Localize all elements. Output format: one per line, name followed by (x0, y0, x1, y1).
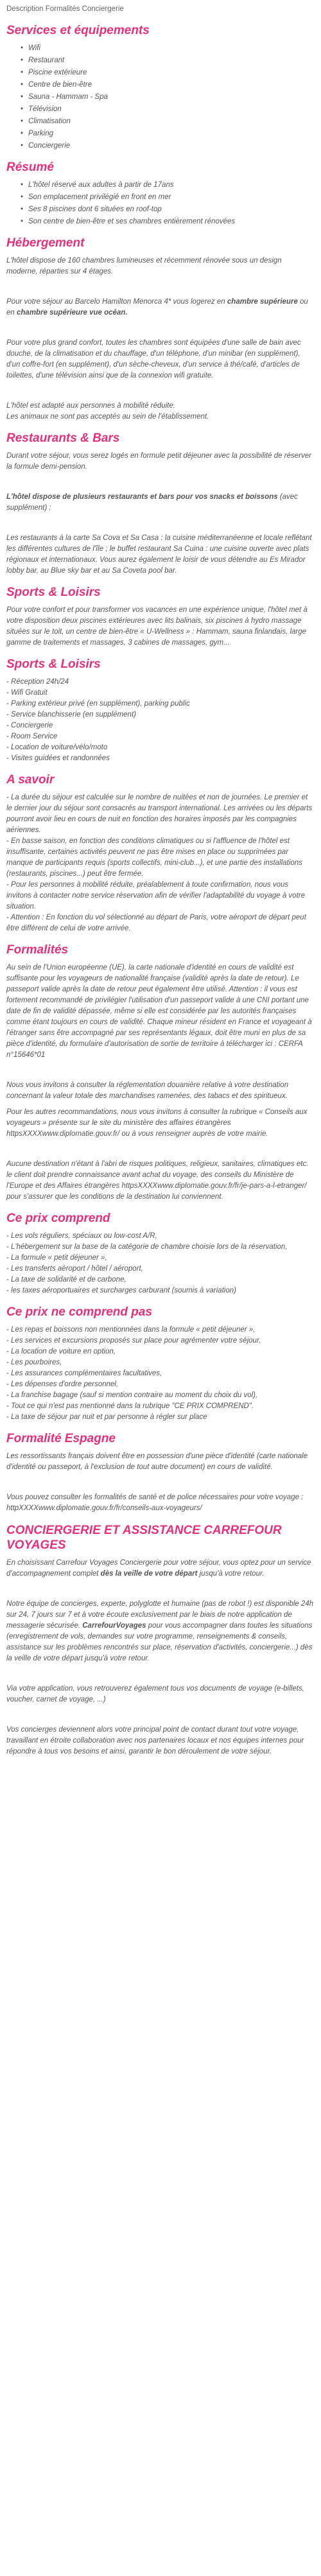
hebergement-rooms: Pour votre séjour au Barcelo Hamilton Menorca 4* vous logerez en chambre supérieure ou en chambre supérieure vue océan. (6, 298, 308, 317)
list-item: • Sauna - Hammam - Spa (28, 92, 315, 103)
services-lines (6, 677, 315, 764)
list-item: - Les dépenses d'ordre personnel, (6, 1380, 119, 1388)
list-item: - Attention : En fonction du vol sélectionné au départ de Paris, votre aéroport de départ peut être différent de celui de votre arrivée. (6, 914, 306, 932)
list-item: • Télévision (28, 104, 315, 115)
hebergement-intro: L'hôtel dispose de 160 chambres lumineuses et récemment rénovée sous un design moderne, réparties sur 4 étages. (6, 257, 282, 275)
conciergerie-contact: Vos concierges deviennent alors votre principal point de contact durant tout votre voyage, travaillant en étroite collaboration avec nos partenaires locaux et nos équipes internes pour répondre à tous vos besoins et ainsi, garantir le bon déroulement de votre séjour. (6, 1726, 304, 1755)
prix-ne-comprend-heading: Ce prix ne comprend pas (6, 1305, 153, 1319)
list-item: - Les vols réguliers, spéciaux ou low-cost A/R, (6, 1232, 157, 1240)
prix-comprend-lines (6, 1231, 315, 1296)
list-item: • Parking (28, 128, 315, 139)
list-item: - Service blanchisserie (en supplément) (6, 711, 136, 718)
sports-heading-2: Sports & Loisirs (6, 657, 101, 671)
restaurants-section (6, 431, 315, 577)
conciergerie-heading: CONCIERGERIE ET ASSISTANCE CARREFOUR VOYAGES (6, 1524, 282, 1552)
a-savoir-heading: A savoir (6, 773, 55, 787)
prix-ne-comprend-section (6, 1305, 315, 1423)
hebergement-access: L'hôtel est adapté aux personnes à mobilité réduite. Les animaux ne sont pas acceptés au sein de l'établissement. (6, 402, 209, 421)
prix-ne-comprend-lines (6, 1325, 315, 1423)
list-item: - Les assurances complémentaires facultatives, (6, 1370, 162, 1377)
list-item: • Ses 8 piscines dont 6 situées en roof-top (28, 204, 315, 215)
restaurants-intro: Durant votre séjour, vous serez logés en formule petit déjeuner avec la possibilité de réserver la formule demi-pension. (6, 452, 311, 471)
restaurants-heading: Restaurants & Bars (6, 431, 120, 445)
resume-section (6, 161, 315, 227)
list-item: - Pour les personnes à mobilité réduite, préalablement à toute confirmation, nous vous invitons à contacter notre service réservation afin de vérifier l'adaptabilité du voyage à votre situation. (6, 881, 306, 910)
list-item: - La location de voiture en option, (6, 1348, 116, 1355)
list-item: - Les repas et boissons non mentionnées dans la formule « petit déjeuner », (6, 1326, 256, 1334)
list-item: - Les pourboires, (6, 1359, 62, 1366)
list-item: - Parking extérieur privé (en supplément), parking public (6, 700, 190, 708)
list-item: - Les services et excursions proposés sur place pour agrémenter votre séjour, (6, 1337, 261, 1345)
restaurants-details: Les restaurants à la carte Sa Cova et Sa Casa : la cuisine méditerranéenne et locale reflétant les différentes cultures de l'île ; le buffet restaurant Sa Cuina : une cuisine ouverte avec plats régionaux et internationaux. Vous aurez également le loisir de vous détendre au Es Mirador lobby bar, au Blue sky bar et au Sa Coveta pool bar. (6, 534, 312, 575)
hebergement-equipment: Pour votre plus grand confort, toutes les chambres sont équipées d'une salle de bain avec douche, de la climatisation et du chauffage, d'un téléphone, d'un minibar (en supplément), d'un coffre-fort (en supplément), d'un sèche-cheveux, d'un service à thé/café, d'articles de toilettes, d'une télévision ainsi que de la connexion wifi gratuite. (6, 339, 301, 379)
resume-heading: Résumé (6, 161, 54, 174)
sports-section-1 (6, 586, 315, 648)
formalite-espagne-identity: Les ressortissants français doivent être en possession d'une pièce d'identité (carte nationale d'identité ou passeport, à l'exclusion de tout autre document) en cours de validité. (6, 1452, 308, 1471)
list-item: • Climatisation (28, 116, 315, 127)
list-item: • Wifi (28, 43, 315, 54)
restaurants-bars-note: L'hôtel dispose de plusieurs restaurants et bars pour vos snacks et boissons (avec supplément) : (6, 493, 298, 512)
list-item: - Wifi Gratuit (6, 689, 48, 697)
conciergerie-documents: Via votre application, vous retrouverez également tous vos documents de voyage (e-billets, voucher, carnet de voyage, ...) (6, 1685, 304, 1703)
list-item: - La taxe de solidarité et de carbone, (6, 1276, 126, 1284)
services-heading: Services et équipements (6, 24, 150, 37)
resume-list (6, 180, 315, 227)
prix-comprend-heading: Ce prix comprend (6, 1212, 110, 1225)
list-item: • Conciergerie (28, 141, 315, 152)
formalites-conseils: Pour les autres recommandations, nous vous invitons à consulter la rubrique « Conseils aux voyageurs » présente sur le site du ministère des affaires étrangères httpsXXXXwww.diplomatie.gouv.fr/ ou à vous renseigner auprès de votre mairie. (6, 1108, 308, 1138)
list-item: - Room Service (6, 733, 58, 740)
hebergement-section (6, 236, 315, 422)
formalite-espagne-heading: Formalité Espagne (6, 1432, 116, 1445)
list-item: • Centre de bien-être (28, 80, 315, 91)
list-item: • Piscine extérieure (28, 67, 315, 78)
a-savoir-section (6, 773, 315, 934)
conciergerie-team: Notre équipe de concierges, experte, polyglotte et humaine (pas de robot !) est disponible 24h sur 24, 7 jours sur 7 et à votre écoute exclusivement par le biais de notre application de messagerie sécurisée. CarrefourVoyages pour vous accompagner dans toutes les situations (enregistrement de vols, demandes sur votre programme, renseignements & conseils, assistance sur les problèmes rencontrés sur place, réservation d'activités, conciergerie...) dès la veille de votre départ jusqu'à votre retour. (6, 1600, 314, 1662)
sports-heading-1: Sports & Loisirs (6, 586, 101, 599)
sports-details: Pour votre confort et pour transformer vos vacances en une expérience unique, l'hôtel met à votre disposition deux piscines extérieures avec lits balinais, six piscines à hydro massage situées sur le toit, un centre de bien-être « U-Wellness » : Hammam, sauna finlandais, large gamme de traitements et massages, 3 cabines de massages, gym... (6, 606, 308, 647)
list-item: • Son emplacement privilégié en front en mer (28, 192, 315, 203)
page-title: Description Formalités Conciergerie (6, 5, 124, 13)
formalite-espagne-section (6, 1432, 315, 1514)
conciergerie-section (6, 1523, 315, 1757)
conciergerie-intro: En choisissant Carrefour Voyages Conciergerie pour votre séjour, vous optez pour un service d'accompagnement complet dès la veille de votre départ jusqu'à votre retour. (6, 1559, 311, 1578)
formalites-identity: Au sein de l'Union européenne (UE), la carte nationale d'identité en cours de validité est suffisante pour les voyageurs de nationalité française (validité après la date de retour). Le passeport valide après la date de retour peut également être utilisé. Attention : il vous est fortement recommandé de privilégier l'utilisation d'un passeport valide à une CNI portant une date de fin de validité dépassée, même si elle est considérée par les autorités françaises comme étant toujours en cours de validité. Chaque mineur résident en France et voyageant à l'étranger sans être accompagné par ses représentants légaux, doit être muni en plus de sa pièce d'identité, du formulaire d'autorisation de sortie de territoire à télécharger ici : CERFA n°15646*01 (6, 964, 312, 1059)
formalites-heading: Formalités (6, 943, 69, 957)
list-item: - La durée du séjour est calculée sur le nombre de nuitées et non de journées. Le premier et le dernier jour du séjour sont consacrés au transport international. Les arrivées ou les départs pourront avoir lieu en cours de nuit en fonction des horaires imposés par les compagnies aériennes. (6, 794, 313, 834)
list-item: - Visites guidées et randonnées (6, 754, 110, 762)
hebergement-heading: Hébergement (6, 236, 85, 250)
list-item: - La taxe de séjour par nuit et par personne à régler sur place (6, 1413, 207, 1421)
a-savoir-lines (6, 792, 315, 934)
list-item: - La franchise bagage (sauf si mention contraire au moment du choix du vol), (6, 1391, 258, 1399)
prix-comprend-section (6, 1212, 315, 1296)
list-item: - Réception 24h/24 (6, 678, 69, 686)
list-item: - Tout ce qui n'est pas mentionné dans la rubrique "CE PRIX COMPREND". (6, 1402, 254, 1410)
formalites-douane: Nous vous invitons à consulter la réglementation douanière relative à votre destination concernant la valeur totale des marchandises ramenées, des tabacs et des spiritueux. (6, 1081, 289, 1100)
list-item: • Son centre de bien-être et ses chambres entièrement rénovées (28, 216, 315, 227)
list-item: - Les transferts aéroport / hôtel / aéroport, (6, 1265, 143, 1273)
formalite-espagne-sante: Vous pouvez consulter les formalités de santé et de police nécessaires pour votre voyage : httpXXXXwww.diplomatie.gouv.fr/fr/conseils-aux-voyageurs/ (6, 1493, 304, 1512)
services-list (6, 43, 315, 152)
list-item: - Location de voiture/vélo/moto (6, 744, 108, 751)
list-item: - La formule « petit déjeuner », (6, 1254, 107, 1262)
list-item: - L'hébergement sur la base de la catégorie de chambre choisie lors de la réservation, (6, 1243, 288, 1251)
formalites-risques: Aucune destination n'étant à l'abri de risques politiques, religieux, sanitaires, climatiques etc. le client doit prendre connaissance avant achat du voyage, des conseils du Ministère de l'Europe et des Affaires étrangères httpsXXXXwww.diplomatie.gouv.fr/fr/je-pars-a-l-etranger/ pour s'assurer que les conditions de la destination lui conviennent. (6, 1160, 309, 1201)
formalites-section (6, 943, 315, 1203)
list-item: - En basse saison, en fonction des conditions climatiques ou si l'affluence de l'hôtel est insuffisante, certaines activités peuvent ne pas être mises en place ou supprimées par manque de participants requis (sports collectifs, mini-club...), et une partie des installations (restaurants, piscines...) peut être fermée. (6, 837, 302, 878)
list-item: • Restaurant (28, 55, 315, 66)
sports-section-2 (6, 657, 315, 764)
services-section (6, 24, 315, 152)
list-item: - les taxes aéroportuaires et surcharges carburant (soumis à variation) (6, 1287, 236, 1294)
list-item: • L'hôtel réservé aux adultes à partir de 17ans (28, 180, 315, 191)
list-item: - Conciergerie (6, 722, 53, 729)
